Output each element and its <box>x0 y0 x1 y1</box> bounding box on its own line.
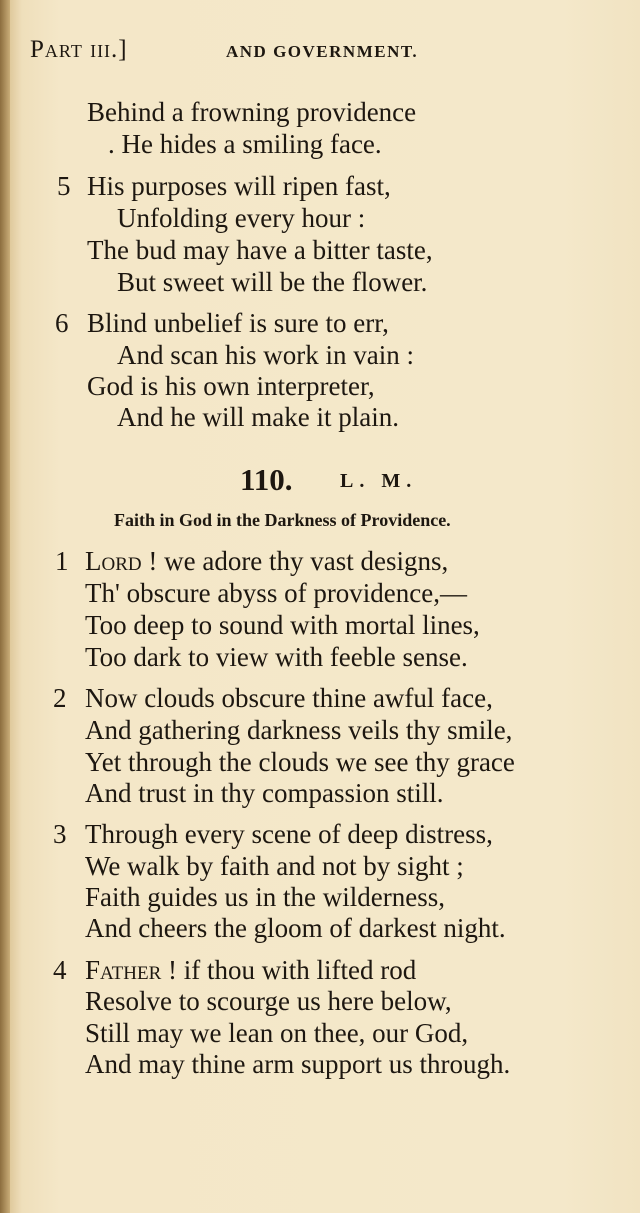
stanza-line: Faith guides us in the wilderness, <box>85 882 445 912</box>
stanza-line: But sweet will be the flower. <box>117 267 428 297</box>
running-header <box>30 36 590 72</box>
stanza-line: And cheers the gloom of darkest night. <box>85 913 506 943</box>
stanza-number: 1 <box>55 546 69 576</box>
continued-line-2: . He hides a smiling face. <box>108 129 382 159</box>
stanza-line: Unfolding every hour : <box>117 203 366 233</box>
stanza-line: Now clouds obscure thine awful face, <box>85 683 493 713</box>
stanza-number: 5 <box>57 171 71 201</box>
stanza-line: And he will make it plain. <box>117 402 399 432</box>
stanza-line: God is his own interpreter, <box>87 371 375 401</box>
stanza-line: The bud may have a bitter taste, <box>87 235 433 265</box>
hymn-meter: L. M. <box>340 470 418 492</box>
stanza-line: Resolve to scourge us here below, <box>85 986 452 1016</box>
stanza-line: Too dark to view with feeble sense. <box>85 642 468 672</box>
stanza-line: Still may we lean on thee, our God, <box>85 1018 469 1048</box>
line-rest: ! if thou with lifted rod <box>161 955 417 985</box>
stanza-line: His purposes will ripen fast, <box>87 171 391 201</box>
stanza-line: And trust in thy compassion still. <box>85 778 444 808</box>
running-title: AND GOVERNMENT. <box>226 42 419 61</box>
line-rest: ! we adore thy vast designs, <box>141 546 449 576</box>
first-word-small-caps: Father <box>85 955 162 985</box>
stanza-number: 6 <box>55 308 69 338</box>
stanza-line: Th' obscure abyss of providence,— <box>85 578 468 608</box>
stanza-line: Blind unbelief is sure to err, <box>87 308 389 338</box>
stanza-line: We walk by faith and not by sight ; <box>85 851 464 881</box>
continued-line-1: Behind a frowning providence <box>87 97 417 127</box>
hymn-title: Faith in God in the Darkness of Providence. <box>114 510 451 530</box>
stanza-number: 3 <box>53 819 67 849</box>
stanza-line <box>85 954 416 986</box>
stanza-number: 2 <box>53 683 67 713</box>
stanza-line: Yet through the clouds we see thy grace <box>85 747 515 777</box>
stanza-line: And scan his work in vain : <box>117 340 414 370</box>
stanza-line: Too deep to sound with mortal lines, <box>85 610 480 640</box>
part-label: Part iii.] <box>30 36 128 63</box>
stanza-number: 4 <box>53 955 67 985</box>
page-binding-edge <box>0 0 10 1213</box>
stanza-line: And gathering darkness veils thy smile, <box>85 715 513 745</box>
stanza-line: And may thine arm support us through. <box>85 1049 511 1079</box>
first-word-small-caps: Lord <box>85 546 142 576</box>
hymn-number: 110. <box>240 462 293 497</box>
stanza-line: Through every scene of deep distress, <box>85 819 493 849</box>
stanza-line <box>85 545 448 577</box>
